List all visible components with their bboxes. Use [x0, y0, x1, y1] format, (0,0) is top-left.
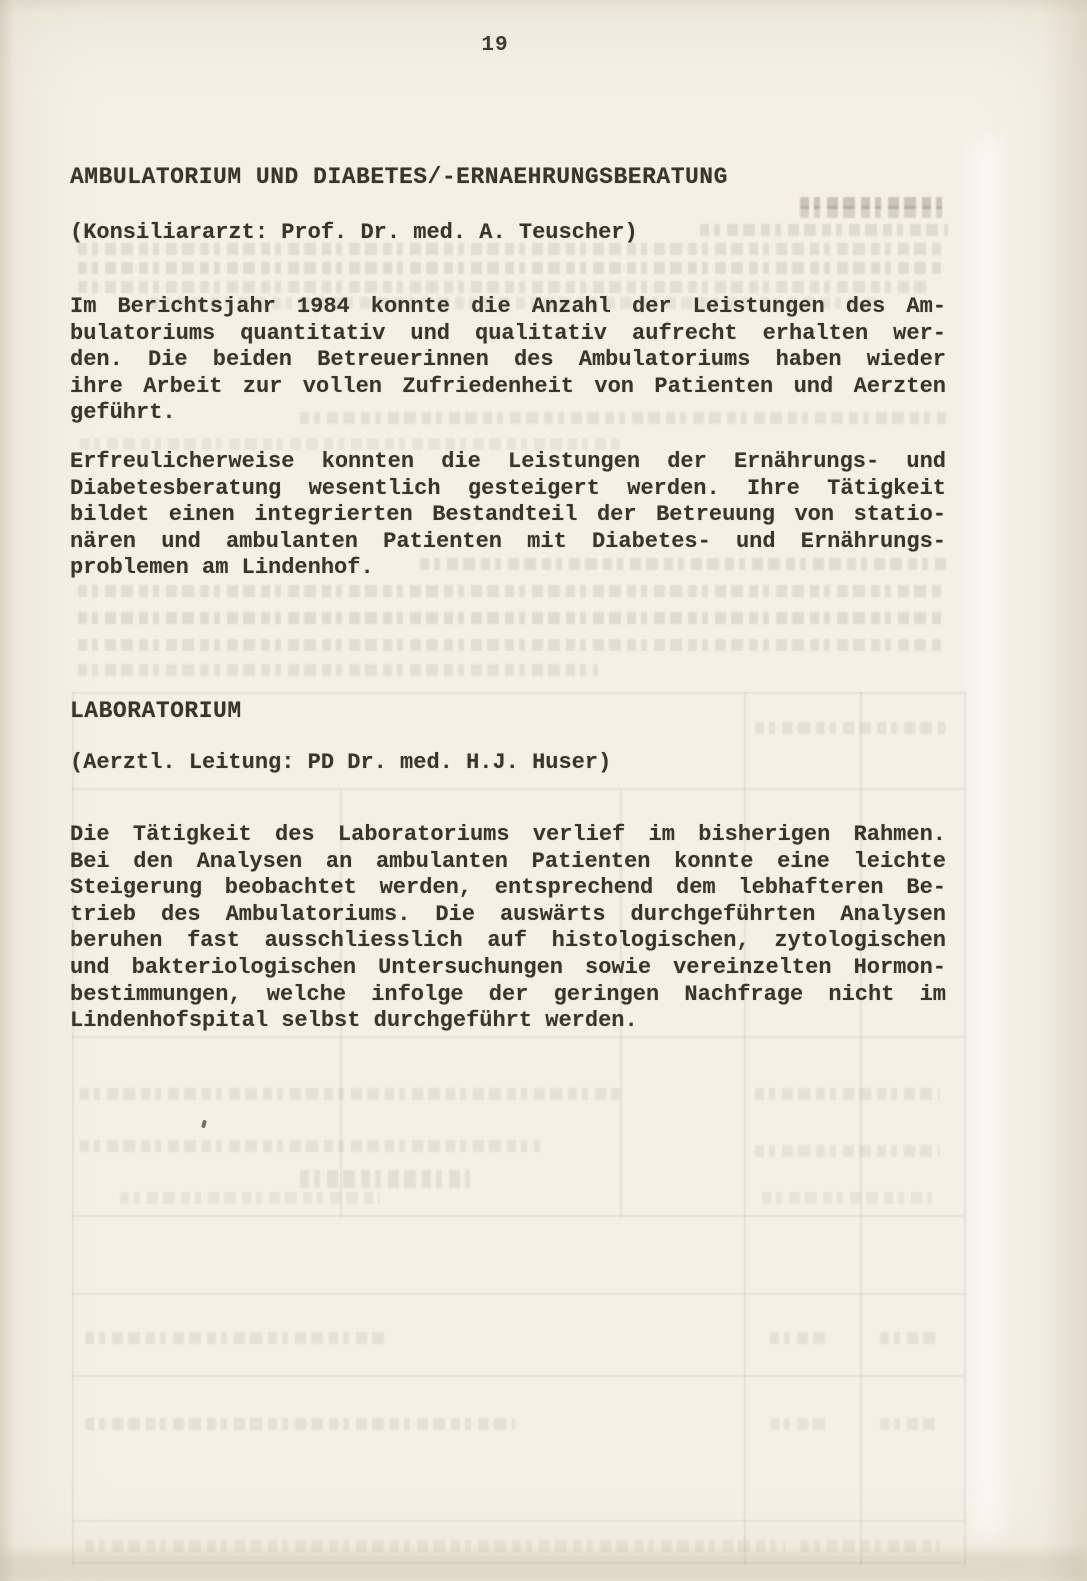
text-line: und bakteriologischen Untersuchungen sowie vereinzelten Hormon- — [70, 954, 946, 980]
text-line: bulatoriums quantitativ und qualitativ aufrecht erhalten wer- — [70, 320, 946, 346]
paragraph — [70, 294, 946, 427]
section-heading-ambulatorium: AMBULATORIUM UND DIABETES/-ERNAEHRUNGSBERATUNG — [70, 164, 728, 190]
consultant-line: (Aerztl. Leitung: PD Dr. med. H.J. Huser) — [70, 750, 612, 775]
text-line: Bei den Analysen an ambulanten Patienten konnte eine leichte — [70, 848, 946, 874]
section-heading-laboratorium: LABORATORIUM — [70, 698, 242, 724]
text-line: trieb des Ambulatoriums. Die auswärts durchgeführten Analysen — [70, 901, 946, 927]
ink-speck — [201, 1120, 207, 1129]
text-line: den. Die beiden Betreuerinnen des Ambulatoriums haben wieder — [70, 347, 946, 373]
text-line: beruhen fast ausschliesslich auf histologischen, zytologischen — [70, 928, 946, 954]
page-number: 19 — [481, 34, 509, 57]
paragraph — [70, 822, 946, 1035]
text-line: bestimmungen, welche infolge der geringen Nachfrage nicht im — [70, 981, 946, 1007]
text-line: ihre Arbeit zur vollen Zufriedenheit von Patienten und Aerzten — [70, 373, 946, 399]
text-line: Lindenhofspital selbst durchgeführt werden. — [70, 1008, 638, 1034]
text-line: Im Berichtsjahr 1984 konnte die Anzahl der Leistungen des Am- — [70, 294, 946, 319]
text-line: Erfreulicherweise konnten die Leistungen der Ernährungs- und — [70, 449, 946, 474]
text-line: bildet einen integrierten Bestandteil der Betreuung von statio- — [70, 502, 946, 528]
text-line: Diabetesberatung wesentlich gesteigert werden. Ihre Tätigkeit — [70, 475, 946, 501]
text-line: problemen am Lindenhof. — [70, 555, 374, 581]
text-line: Die Tätigkeit des Laboratoriums verlief im bisherigen Rahmen. — [70, 822, 946, 847]
paragraph — [70, 449, 946, 582]
text-line: nären und ambulanten Patienten mit Diabetes- und Ernährungs- — [70, 528, 946, 554]
text-line: geführt. — [70, 400, 176, 426]
text-line: Steigerung beobachtet werden, entsprechend dem lebhafteren Be- — [70, 875, 946, 901]
consultant-line: (Konsiliararzt: Prof. Dr. med. A. Teuscher) — [70, 220, 638, 245]
